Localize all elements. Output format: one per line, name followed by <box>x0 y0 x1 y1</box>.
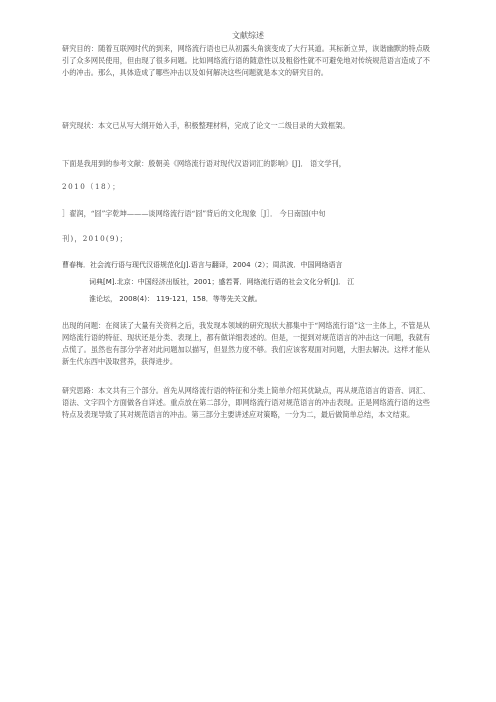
reference-2-line-2: 刊)，2010(9)； <box>62 234 129 243</box>
reference-3-line-1: 曹春梅．社会流行语与现代汉语规范化[J].语言与翻译，2004（2）；周洪波．中国网络语言 <box>62 261 343 269</box>
research-goal-paragraph: 研究目的：随着互联网时代的到来，网络流行语也已从初露头角演变成了大行其道。其标新立异，诙谐幽默的特点吸引了众多网民使用，但由现了很多问题。比如网络流行语的随意性以及粗俗性就不可避免地对传统规范语言造成了不小的冲击。那么，具体造成了哪些冲击以及如何解决这些问题就是本文的研究目的。 <box>62 44 430 77</box>
problems-paragraph: 出现的问题：在阅读了大量有关资料之后，我发现本领域的研究现状大都集中于“网络流行语”这一主体上，不管是从网络流行语的特征、现状还是分类、表现上，都有做详细表述的。但是，一提到对规范语言的冲击这一问题，我就有点慌了。虽然也有部分学者对此问题加以描写，但显然力度不够。我们应该客观面对问题，大胆去解决。这样才能从新生代东西中汲取营养，获得进步。 <box>62 321 430 366</box>
reference-3-line-3: 淮论坛， 2008(4)： 119-121，158．等等先关文献。 <box>89 295 262 303</box>
reference-1-year: 2010（18）； <box>62 182 121 191</box>
reference-3-block <box>62 257 432 308</box>
research-approach-paragraph: 研究思路：本文共有三个部分。首先从网络流行语的特征和分类上简单介绍其优缺点，再从规范语言的语音、词汇、语法、文字四个方面做各自详述。重点放在第二部分，即网络流行语对规范语言的冲击表现。正是网络流行语的这些特点及表现导致了其对规范语言的冲击。第三部分主要讲述应对策略，一分为二，最后做简单总结，本文结束。 <box>62 386 430 419</box>
research-status-paragraph: 研究现状：本文已从写大纲开始入手，积极整理材料，完成了论文一二级目录的大致框架。 <box>62 121 350 130</box>
reference-2-line-1: ］翟润，“囧”字乾坤———谈网络流行语“囧”背后的文化现象［J］． 今日南国(中旬 <box>62 209 326 218</box>
reference-3-line-2: 词典[M].北京：中国经济出版社，2001；盛若菁．网络流行语的社会文化分析[J]． 江 <box>89 278 355 286</box>
references-intro: 下面是我用到的参考文献：殷朝美《网络流行语对现代汉语词汇的影响》[J]． 语文学刊， <box>62 159 346 168</box>
document-title: 文献综述 <box>232 31 264 40</box>
